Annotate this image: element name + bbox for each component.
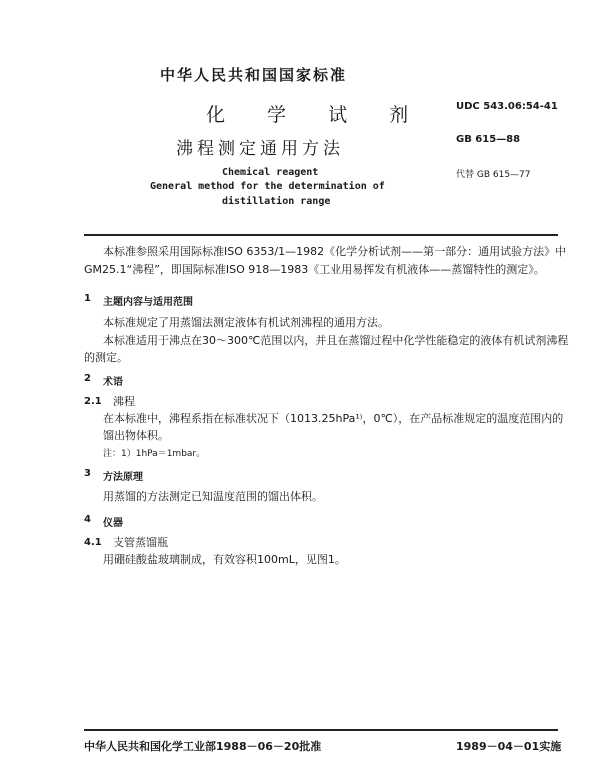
section-2-number: 2 (84, 373, 91, 384)
issuing-body: 中华人民共和国国家标准 (160, 66, 348, 84)
section-2-p1-line2: 馏出物体积。 (103, 429, 169, 442)
udc-number: UDC 543.06:54-41 (456, 101, 558, 112)
header-divider (84, 234, 558, 236)
section-4-p1: 用硼硅酸盐玻璃制成，有效容积100mL，见图1。 (103, 553, 346, 566)
intro-line2: GM25.1“沸程”，即国际标准ISO 918—1983《工业用易挥发有机液体——蒸馏特性的测定》。 (84, 263, 545, 276)
footer-divider (84, 729, 558, 731)
gb-number: GB 615—88 (456, 134, 521, 145)
section-4-title: 仪器 (103, 518, 123, 529)
section-3-p1: 用蒸馏的方法测定已知温度范围的馏出体积。 (103, 490, 323, 503)
implementation-date: 1989－04－01实施 (456, 740, 562, 753)
title-cn-line1: 化 学 试 剂 (206, 104, 427, 126)
section-2-title: 术语 (103, 377, 123, 388)
section-4-number: 4 (84, 514, 91, 525)
section-2-1-title: 沸程 (113, 395, 135, 408)
replaces-standard: 代替 GB 615—77 (456, 170, 531, 180)
section-1-p1: 本标准规定了用蒸馏法测定液体有机试剂沸程的通用方法。 (103, 316, 389, 329)
section-4-1-number: 4.1 (84, 537, 102, 548)
section-1-p2-line1: 本标准适用于沸点在30～300℃范围以内，并且在蒸馏过程中化学性能稳定的液体有机试剂沸程 (103, 334, 569, 347)
section-2-p1-line1: 在本标准中，沸程系指在标准状况下（1013.25hPa¹⁾，0℃），在产品标准规定的温度范围内的 (103, 412, 564, 425)
section-2-1-number: 2.1 (84, 396, 102, 407)
title-en-line2: General method for the determination of (150, 181, 385, 192)
intro-line1: 本标准参照采用国际标准ISO 6353/1—1982《化学分析试剂——第一部分：通用试验方法》中 (103, 245, 567, 258)
footnote: 注：1）1hPa＝1mbar。 (103, 449, 206, 459)
section-4-1-title: 支管蒸馏瓶 (113, 536, 168, 549)
section-1-title: 主题内容与适用范围 (103, 297, 193, 308)
section-3-title: 方法原理 (103, 472, 143, 483)
title-cn-line2: 沸程测定通用方法 (176, 139, 344, 159)
title-en-line1: Chemical reagent (222, 167, 319, 178)
section-1-p2-line2: 的测定。 (84, 351, 128, 364)
section-1-number: 1 (84, 293, 91, 304)
approval-line: 中华人民共和国化学工业部1988－06－20批准 (84, 740, 322, 753)
section-3-number: 3 (84, 468, 91, 479)
title-en-line3: distillation range (222, 196, 331, 207)
